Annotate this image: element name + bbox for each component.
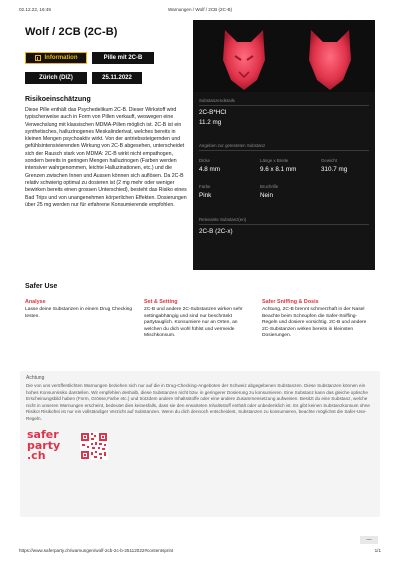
substance-amount: 11.2 mg: [199, 119, 222, 126]
saferparty-logo[interactable]: [27, 430, 69, 470]
declared-label: Angeben zur getesteten Substanz: [199, 143, 266, 148]
safer-use-tip: [144, 299, 252, 340]
relevant-substance-value: 2C-B (2C-x): [199, 228, 233, 235]
information-badge: [25, 52, 87, 64]
relevant-substance-label: Relevante Substanz(en): [199, 217, 247, 222]
qr-code-icon: [80, 432, 108, 460]
print-page-number: 1/1: [374, 548, 381, 553]
score-value: Nein: [260, 192, 273, 199]
size-value: 9.6 x 8.1 mm: [260, 166, 297, 173]
tip-title: Set & Setting: [144, 299, 178, 305]
substance-details-label: Substanzendetails: [199, 98, 235, 103]
logo-line: party: [27, 438, 61, 452]
disclaimer-text: Die von uns veröffentlichten Warnungen beziehen sich nur auf die in Drug-Checking-Angeboten der Schweiz abgegebenen Substanzen. Diese Substanzen können ein hohes Konsumrisiko darstellen. Wir empfehlen deshalb, diese Substanzen nicht bzw. in geringerer Dosierung zu konsumieren. Eine Substanz kann das gleiche optische Erscheinungsbild haben (Form, Grösse,Farbe etc.) und trotzdem andere Inhaltsstoffe oder eine andere Zusammensetzung aufweisen. Besitzt du eine Substanz, welche nicht in unseren Warnungen erscheint, bedeutet dies keinesfalls, dass sie den erwarteten Inhaltsstoff enthält oder unbedenklich ist. Es gibt keinen Substanzkonsum ohne Risiko! Risikofrei ist nur ein vollständiger Verzicht auf Substanzen. Wenn du dich dennoch entscheidest, Substanzen zu konsumieren, beachte möglichst die Safer-Use-Regeln.: [26, 383, 370, 421]
score-label: Bruchrille: [260, 184, 279, 189]
logo-line: safer: [27, 428, 59, 441]
divider: [199, 105, 369, 106]
thickness-label: Dicke: [199, 158, 210, 163]
pill-photo: [193, 20, 375, 98]
weight-value: 310.7 mg: [321, 166, 348, 173]
scroll-button[interactable]: —: [360, 536, 378, 544]
info-icon: [35, 55, 41, 61]
safer-use-heading: Safer Use: [25, 283, 58, 290]
disclaimer-heading: Achtung: [26, 375, 45, 381]
thickness-value: 4.8 mm: [199, 166, 220, 173]
tip-text: Achtung, 2C-B brennt schmerzhaft in der Nasel Beachte beim Schnupfen die Safer-Sniffing-Regeln und dosiere vorsichtig. 2C-B und andere 2C-Substanzen wirken bereits in kleinsten Dosierungen.: [262, 307, 367, 339]
color-value: Pink: [199, 192, 212, 199]
substance-type-badge: Pille mit 2C-B: [92, 52, 154, 64]
tip-title: Analyse: [25, 299, 46, 305]
size-label: Länge x Breite: [260, 158, 289, 163]
tip-text: Lasse deine Substanzen in einem Drug Checking testen.: [25, 307, 133, 319]
print-datetime: 02.12.22, 16:49: [19, 7, 51, 12]
print-page-title: Warnungen / Wolf / 2CB (2C-B): [167, 7, 233, 12]
logo-line: .ch: [27, 449, 46, 462]
weight-label: Gewicht: [321, 158, 337, 163]
tip-title: Safer Sniffing & Dosis: [262, 299, 319, 305]
wolf-pill-image: [193, 20, 375, 98]
divider: [199, 224, 369, 225]
page-title: Wolf / 2CB (2C-B): [25, 26, 118, 38]
date-badge: 25.11.2022: [92, 72, 142, 84]
disclaimer-box: [20, 371, 380, 517]
safer-use-tip: [262, 299, 370, 340]
safer-use-tip: [25, 299, 133, 320]
color-label: Farbe: [199, 184, 211, 189]
print-url: https://www.saferparty.ch/warnungen/wolf-2cb-2c-b-25112022#contentsprint: [19, 548, 174, 553]
substance-details-panel: [193, 92, 375, 270]
print-header: [19, 7, 381, 15]
substance-name: 2C-B*HCl: [199, 109, 227, 116]
information-label: Information: [44, 55, 78, 61]
tip-text: 2C-B und andere 2C-Substanzen wirken sehr settingabhängig und sind nur beschränkt partytauglich. Konsumiere nur an Orten, an welchen du dich wohl fühlst und vermeide Mischkonsum.: [144, 307, 243, 339]
divider: [199, 150, 369, 151]
risk-text: Diese Pille enthält das Psychedelikum 2C-B. Dieser Wirkstoff wird typischerweise auch in Form von Pillen verkauft, weswegen eine Verwechslung mit klassischen MDMA-Pillen möglich ist. 2C-B ist ein synthetisches, halluzinogenes Meskalinderivat, welches bereits in kleinen Mengen psychoaktiv wirkt. Von der antriebssteigernden und gefühlsintensivierenden Wirkung von 2C-B abgesehen, unterscheidet sich der Rausch stark von MDMA: 2C-B wirkt nicht empathogen, sondern bereits in geringen Mengen halluzinogen (Farben werden intensiver wahrgenommen, leichte Halluzinationen, etc.) und die Grenzen zwischen Innen und Aussen können sich auflösen. Da 2C-B relativ schwierig optimal zu dosieren ist (2 mg mehr oder weniger bewirken bereits einen grossen Unterschied), besteht das Risiko eines Bad Trips und von unangenehmen körperlichen Effekten. Dosierungen über 25 mg werden nur für erfahrene Konsumierende empfohlen.: [25, 107, 187, 208]
location-badge: Zürich (DIZ): [25, 72, 87, 84]
risk-heading: Risikoeinschätzung: [25, 96, 91, 103]
